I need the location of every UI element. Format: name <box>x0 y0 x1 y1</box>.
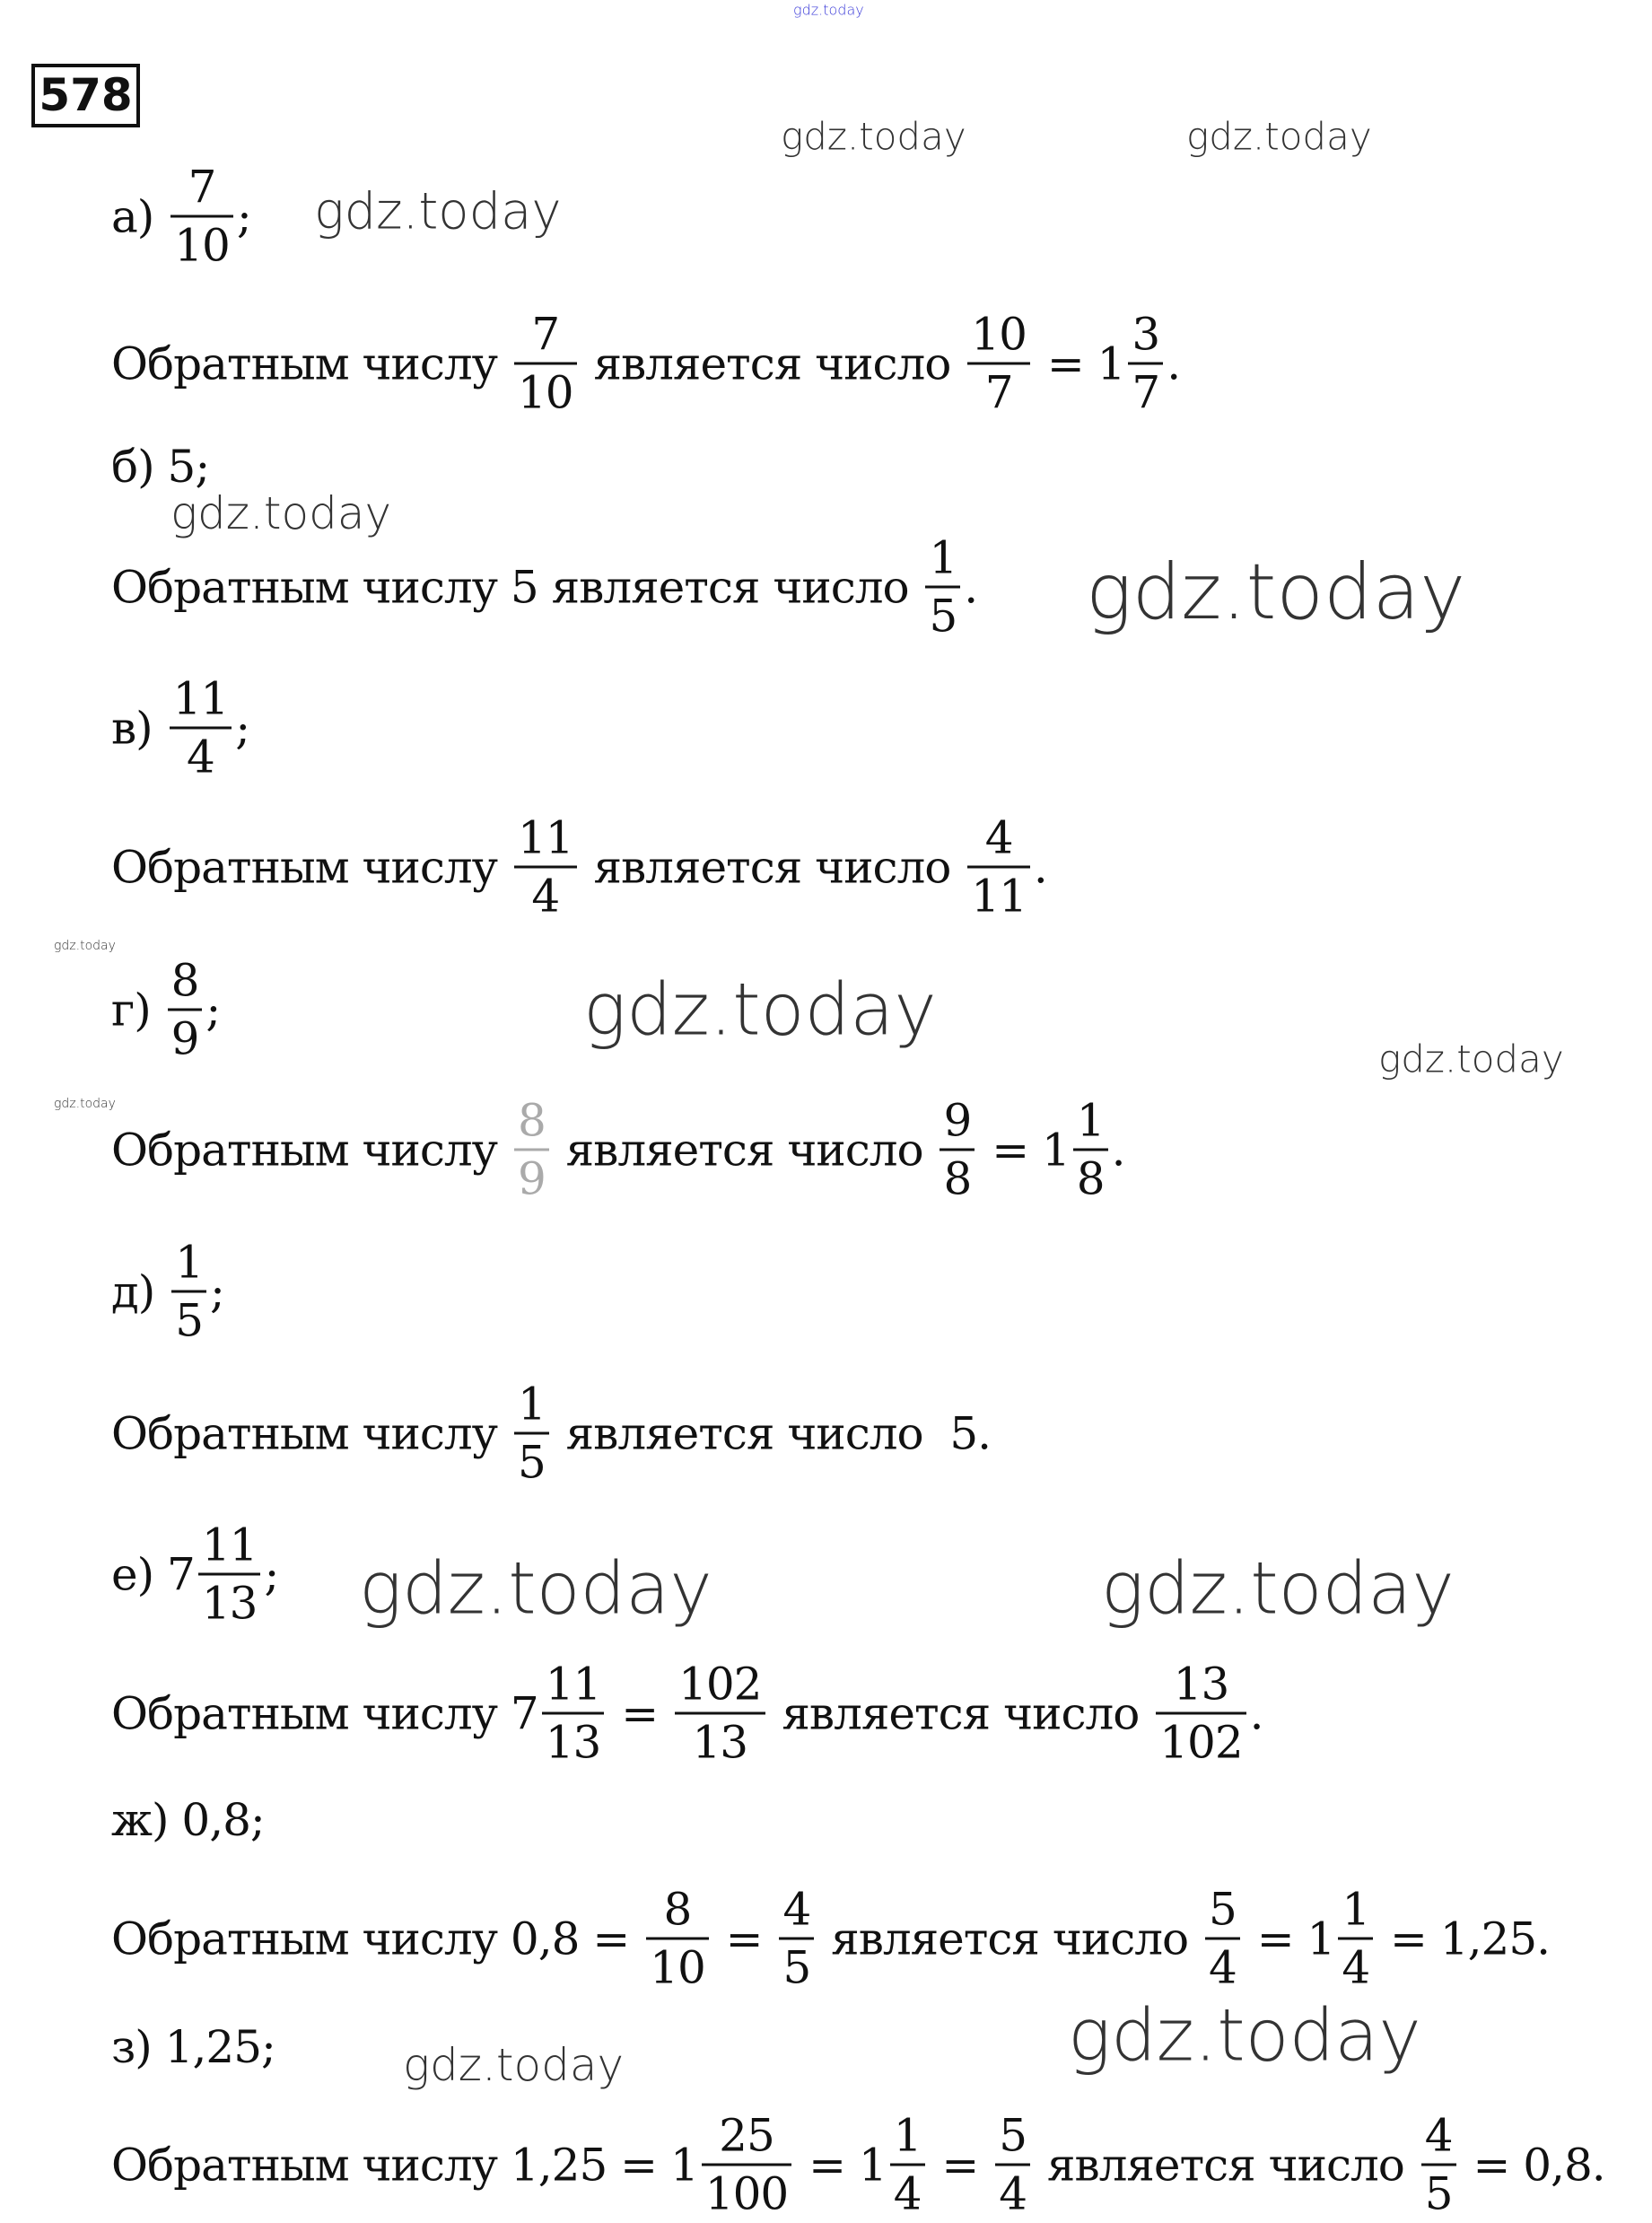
task-line <box>111 1236 224 1347</box>
fraction <box>995 2109 1030 2220</box>
denominator: 9 <box>514 1149 549 1202</box>
answer-line <box>111 531 978 643</box>
text: ; <box>205 984 221 1036</box>
text: является число <box>817 1912 1202 1965</box>
answer-line <box>111 811 1047 923</box>
fraction <box>779 1883 814 1994</box>
watermark: gdz.today <box>403 2039 625 2091</box>
watermark: gdz.today <box>781 114 966 159</box>
watermark: gdz.today <box>793 1 864 19</box>
fraction <box>1073 1094 1108 1205</box>
fraction <box>1421 2109 1456 2220</box>
watermark: gdz.today <box>1378 1037 1564 1081</box>
watermark: gdz.today <box>1101 1546 1455 1631</box>
numerator: 10 <box>971 308 1027 361</box>
watermark: gdz.today <box>359 1546 712 1631</box>
denominator: 13 <box>675 1712 765 1765</box>
fraction <box>514 1378 549 1489</box>
text: Обратным числу <box>111 1124 511 1176</box>
text: = 0,8. <box>1459 2139 1605 2191</box>
problem-number: 578 <box>31 64 140 127</box>
numerator: 102 <box>678 1658 762 1711</box>
denominator: 4 <box>1338 1938 1373 1991</box>
text: Обратным числу 5 является число <box>111 561 922 613</box>
fraction <box>967 811 1030 923</box>
fraction <box>1156 1658 1246 1769</box>
text: является число 5. <box>552 1407 992 1459</box>
answer-line <box>111 1658 1263 1769</box>
denominator: 4 <box>890 2164 925 2217</box>
denominator: 8 <box>1073 1149 1108 1202</box>
text: является число <box>552 1124 937 1176</box>
watermark: gdz.today <box>54 1097 116 1111</box>
fraction <box>890 2109 925 2220</box>
numerator: 8 <box>517 1094 546 1147</box>
numerator: 25 <box>719 2109 774 2162</box>
text: . <box>1111 1124 1125 1176</box>
text: д) <box>111 1265 169 1317</box>
task-line <box>111 954 221 1065</box>
text: . <box>1033 841 1047 893</box>
text: является число <box>768 1687 1153 1739</box>
text: г) <box>111 984 164 1036</box>
text: Обратным числу 1,25 = 1 <box>111 2139 698 2191</box>
text: ; <box>235 702 250 754</box>
fraction <box>514 1094 549 1205</box>
numerator: 5 <box>999 2109 1027 2162</box>
numerator: 5 <box>1209 1883 1237 1936</box>
numerator: 9 <box>943 1094 972 1147</box>
denominator: 11 <box>967 866 1030 919</box>
numerator: 3 <box>1132 308 1160 361</box>
fraction <box>514 811 577 923</box>
task-line <box>111 1518 279 1630</box>
task-line <box>111 161 251 272</box>
fraction <box>542 1658 605 1769</box>
text: = 1 <box>1033 337 1125 389</box>
watermark: gdz.today <box>1086 547 1466 637</box>
denominator: 4 <box>1205 1938 1240 1991</box>
denominator: 10 <box>170 215 233 268</box>
text: е) 7 <box>111 1548 195 1600</box>
numerator: 8 <box>663 1883 692 1936</box>
task-line <box>111 441 209 493</box>
task-line <box>111 2021 275 2073</box>
fraction <box>1205 1883 1240 1994</box>
answer-line <box>111 1883 1551 1994</box>
denominator: 5 <box>1421 2164 1456 2217</box>
denominator: 5 <box>171 1291 206 1343</box>
text: . <box>1249 1687 1263 1739</box>
denominator: 5 <box>779 1938 814 1991</box>
text: Обратным числу <box>111 337 511 389</box>
denominator: 10 <box>514 363 577 416</box>
denominator: 13 <box>198 1573 261 1626</box>
denominator: 7 <box>1128 363 1163 416</box>
numerator: 1 <box>893 2109 922 2162</box>
text: . <box>1167 337 1181 389</box>
numerator: 4 <box>782 1883 811 1936</box>
text: = 1 <box>795 2139 887 2191</box>
text: = <box>607 1687 672 1739</box>
text: = 1 <box>978 1124 1070 1176</box>
fraction <box>171 1236 206 1347</box>
fraction <box>1128 308 1163 419</box>
numerator: 4 <box>1424 2109 1453 2162</box>
text: = 1 <box>1243 1912 1335 1965</box>
watermark: gdz.today <box>1186 114 1372 159</box>
text: является число <box>1034 2139 1418 2191</box>
text: = <box>928 2139 992 2191</box>
fraction <box>1338 1883 1373 1994</box>
fraction <box>170 161 233 272</box>
text: = 1,25. <box>1377 1912 1551 1965</box>
denominator: 4 <box>170 727 232 780</box>
watermark: gdz.today <box>314 182 562 241</box>
denominator: 10 <box>646 1938 709 1991</box>
task-line <box>111 1794 265 1846</box>
numerator: 1 <box>175 1236 203 1289</box>
numerator: 7 <box>188 161 216 214</box>
answer-line <box>111 308 1181 419</box>
numerator: 7 <box>531 308 560 361</box>
fraction <box>514 308 577 419</box>
answer-line <box>111 2109 1605 2220</box>
fraction <box>198 1518 261 1630</box>
numerator: 13 <box>1173 1658 1229 1711</box>
text: Обратным числу 0,8 = <box>111 1912 643 1965</box>
text: ; <box>236 190 251 242</box>
fraction <box>940 1094 975 1205</box>
numerator: 1 <box>929 531 957 584</box>
fraction <box>168 954 203 1065</box>
denominator: 7 <box>967 363 1030 416</box>
watermark: gdz.today <box>170 487 392 539</box>
denominator: 5 <box>514 1432 549 1485</box>
fraction <box>967 308 1030 419</box>
text: = <box>712 1912 776 1965</box>
denominator: 4 <box>514 866 577 919</box>
text: является число <box>580 337 965 389</box>
text: Обратным числу 7 <box>111 1687 538 1739</box>
numerator: 1 <box>1076 1094 1105 1147</box>
denominator: 13 <box>542 1712 605 1765</box>
watermark: gdz.today <box>583 967 937 1052</box>
text: ж) 0,8; <box>111 1794 265 1846</box>
numerator: 11 <box>201 1518 258 1571</box>
fraction <box>675 1658 765 1769</box>
numerator: 4 <box>984 811 1013 864</box>
text: а) <box>111 190 168 242</box>
denominator: 4 <box>995 2164 1030 2217</box>
text: Обратным числу <box>111 841 511 893</box>
fraction <box>170 672 232 783</box>
numerator: 1 <box>517 1378 546 1431</box>
text: Обратным числу <box>111 1407 511 1459</box>
numerator: 8 <box>170 954 199 1007</box>
denominator: 100 <box>702 2164 791 2217</box>
numerator: 1 <box>1342 1883 1370 1936</box>
text: . <box>964 561 978 613</box>
numerator: 11 <box>517 811 573 864</box>
text: з) 1,25; <box>111 2021 275 2073</box>
denominator: 9 <box>168 1009 203 1062</box>
fraction <box>646 1883 709 1994</box>
denominator: 102 <box>1156 1712 1246 1765</box>
text: ; <box>264 1548 279 1600</box>
watermark: gdz.today <box>1068 1993 1421 2078</box>
numerator: 11 <box>172 672 229 725</box>
answer-line <box>111 1094 1125 1205</box>
text: б) 5; <box>111 441 210 493</box>
numerator: 11 <box>545 1658 601 1711</box>
text: является число <box>580 841 965 893</box>
fraction <box>925 531 960 643</box>
watermark: gdz.today <box>54 939 116 953</box>
fraction <box>702 2109 791 2220</box>
task-line <box>111 672 250 783</box>
text: в) <box>111 702 166 754</box>
denominator: 5 <box>925 586 960 639</box>
text: ; <box>210 1265 224 1317</box>
answer-line <box>111 1378 992 1489</box>
denominator: 8 <box>940 1149 975 1202</box>
